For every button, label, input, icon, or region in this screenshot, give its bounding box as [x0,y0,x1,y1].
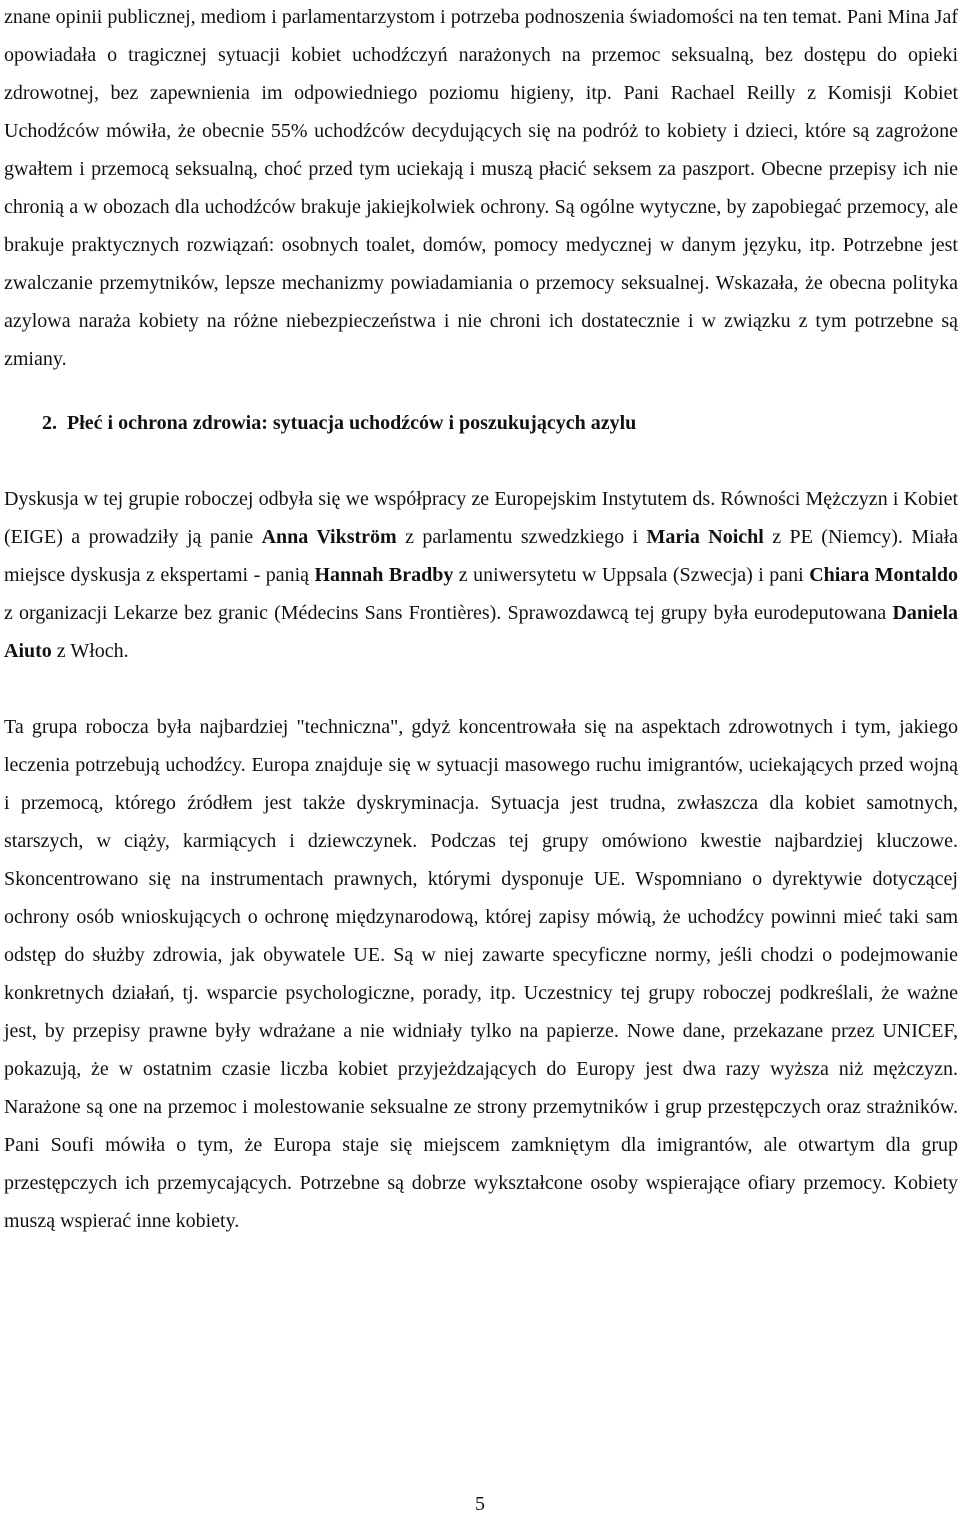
person-name-vikstrom: Anna Vikström [261,526,397,548]
text-segment: z uniwersytetu w Uppsala (Szwecja) i pani [453,564,810,586]
section-heading [4,404,958,442]
text-segment: z Włoch. [51,640,129,662]
paragraph-technical-group: Ta grupa robocza była najbardziej "techniczna", gdyż koncentrowała się na aspektach zdrowotnych i tym, jakiego leczenia potrzebują uchodźcy. Europa znajduje się w sytuacji masowego ruchu imigrantów, uciekających przed wojną i przemocą, którego źródłem jest także dyskryminacja. Sytuacja jest trudna, zwłaszcza dla kobiet samotnych, starszych, w ciąży, karmiących i dziewczynek. Podczas tej grupy omówiono kwestie najbardziej kluczowe. Skoncentrowano się na instrumentach prawnych, którymi dysponuje UE. Wspomniano o dyrektywie dotyczącej ochrony osób wnioskujących o ochronę międzynarodową, której zapisy mówią, że uchodźcy powinni mieć taki sam odstęp do służby zdrowia, jak obywatele UE. Są w niej zawarte specyficzne normy, jeśli chodzi o podejmowanie konkretnych działań, tj. wsparcie psychologiczne, porady, itp. Uczestnicy tej grupy roboczej podkreślali, że ważne jest, by przepisy prawne były wdrażane a nie widniały tylko na papierze. Nowe dane, przekazane przez UNICEF, pokazują, że w ostatnim czasie liczba kobiet przyjeżdzających do Europy jest dwa razy wyższa niż mężczyzn. Narażone są one na przemoc i molestowanie seksualne ze strony przemytników i grup przestępczych oraz strażników. Pani Soufi mówiła o tym, że Europa staje się miejscem zamkniętym dla imigrantów, ale otwartym dla grup przestępczych ich przemycających. Potrzebne są dobrze wykształcone osoby wspierające ofiary przemocy. Kobiety muszą wspierać inne kobiety. [4,716,958,1232]
text-segment: z PE (Niemcy). Miała miejsce dyskusja z ekspertami - panią [4,526,959,586]
text-segment: Dyskusja w tej grupie roboczej odbyła się we współpracy ze Europejskim Instytutem ds. Równości Mężczyzn i Kobiet (EIGE) a prowadziły ją panie [4,488,958,548]
paragraph-working-group [4,480,958,670]
person-name-noichl: Maria Noichl [646,526,764,548]
text-segment: z organizacji Lekarze bez granic (Médecins Sans Frontières). Sprawozdawcą tej grupy była eurodeputowana [4,602,893,624]
person-name-aiuto: Daniela Aiuto [4,602,958,662]
paragraph-refugee-women: znane opinii publicznej, mediom i parlamentarzystom i potrzeba podnoszenia świadomości na ten temat. Pani Mina Jaf opowiadała o tragicznej sytuacji kobiet uchodźczyń narażonych na przemoc seksualną, bez dostępu do opieki zdrowotnej, bez zapewnienia im odpowiedniego poziomu higieny, itp. Pani Rachael Reilly z Komisji Kobiet Uchodźców mówiła, że obecnie 55% uchodźców decydujących się na podróż to kobiety i dzieci, które są zagrożone gwałtem i przemocą seksualną, choć przed tym uciekają i muszą płacić seksem za paszport. Obecne przepisy ich nie chronią a w obozach dla uchodźców brakuje jakiejkolwiek ochrony. Są ogólne wytyczne, by zapobiegać przemocy, ale brakuje praktycznych rozwiązań: osobnych toalet, domów, pomocy medycznej w danym języku, itp. Potrzebne jest zwalczanie przemytników, lepsze mechanizmy powiadamiania o przemocy seksualnej. Wskazała, że obecna polityka azylowa naraża kobiety na różne niebezpieczeństwa i nie chroni ich dostatecznie i w związku z tym potrzebne są zmiany. [4,6,958,370]
section-title: Płeć i ochrona zdrowia: sytuacja uchodźców i poszukujących azylu [67,412,637,434]
document-page [4,0,958,1240]
person-name-bradby: Hannah Bradby [314,564,454,586]
text-segment: z parlamentu szwedzkiego i [396,526,647,548]
section-number: 2. [42,412,57,434]
person-name-montaldo: Chiara Montaldo [809,564,958,586]
page-number: 5 [475,1493,485,1515]
